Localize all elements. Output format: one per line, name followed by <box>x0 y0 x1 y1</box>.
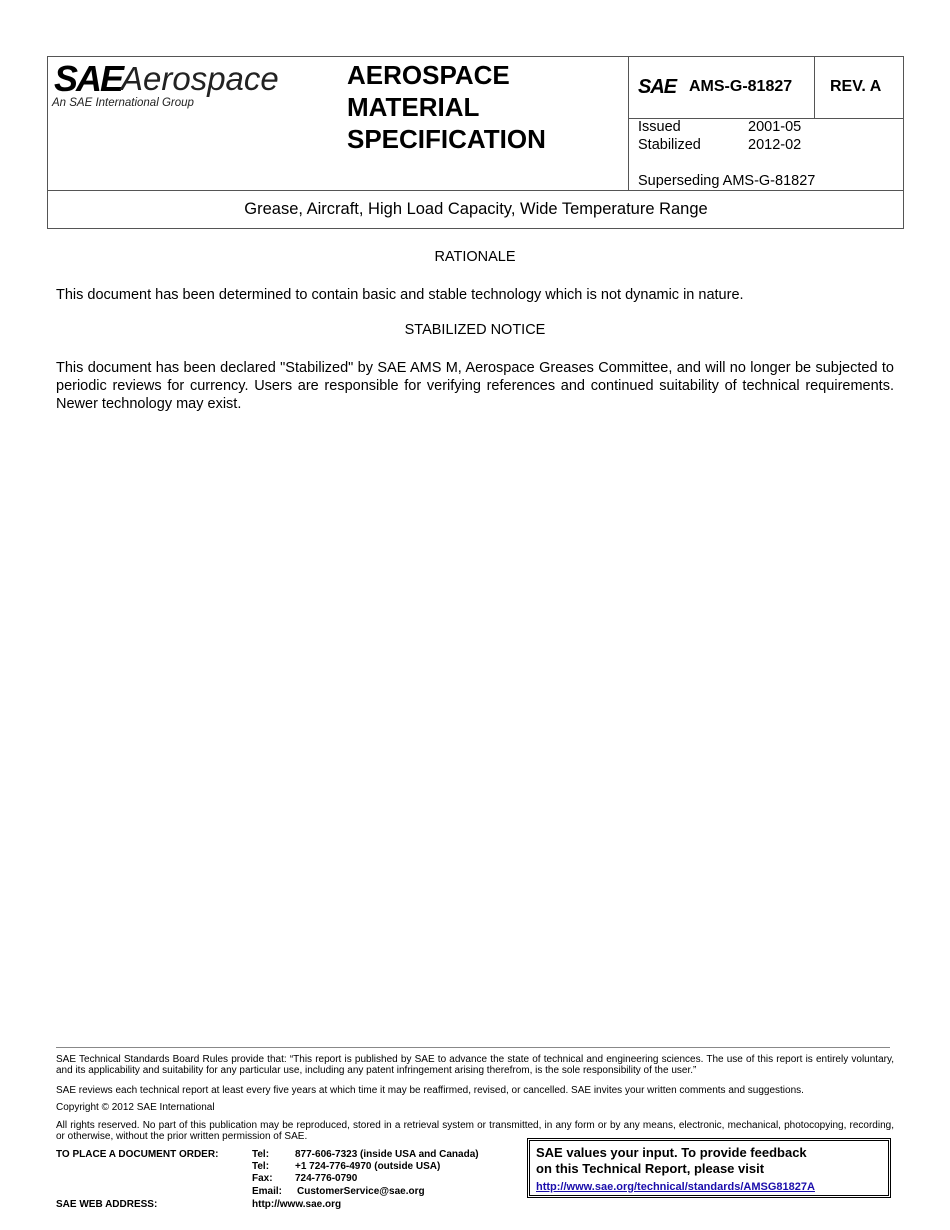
document-number: AMS-G-81827 <box>689 78 793 95</box>
contact-value: +1 724-776-4970 (outside USA) <box>295 1161 441 1172</box>
header-box <box>47 56 904 229</box>
feedback-box <box>527 1138 891 1198</box>
sae-mini-logo: SAE <box>638 76 677 98</box>
stabilized-notice-heading: STABILIZED NOTICE <box>404 322 546 338</box>
logo-subtitle: An SAE International Group <box>52 97 194 109</box>
divider <box>814 57 815 118</box>
divider <box>628 57 629 191</box>
board-rules-text: SAE Technical Standards Board Rules provide that: “This report is published by SAE to advance the state of technical and engineering sciences. The use of this report is entirely voluntary, and its applicability and suitability for any particular use, including any patent infringement arising therefrom, is the sole responsibility of the user.” <box>56 1054 894 1076</box>
email-link[interactable]: CustomerService@sae.org <box>297 1186 425 1197</box>
order-label: TO PLACE A DOCUMENT ORDER: <box>56 1149 219 1160</box>
rights-notice: All rights reserved. No part of this publication may be reproduced, stored in a retrieval system or transmitted, in any form or by any means, electronic, mechanical, photocopying, recording, or otherwise, without the prior written permission of SAE. <box>56 1120 894 1142</box>
copyright-notice: Copyright © 2012 SAE International <box>56 1102 215 1113</box>
issued-value: 2001-05 <box>748 119 802 135</box>
contact-value: 877-606-7323 (inside USA and Canada) <box>295 1149 479 1160</box>
rationale-heading: RATIONALE <box>434 249 516 265</box>
feedback-link[interactable]: http://www.sae.org/technical/standards/AMSG81827A <box>536 1181 815 1193</box>
revision-label: REV. A <box>830 78 882 95</box>
web-address-link[interactable]: http://www.sae.org <box>252 1199 342 1210</box>
sae-logo-mark: SAE <box>54 58 123 99</box>
aerospace-logo-word: Aerospace <box>121 60 279 97</box>
contact-key: Tel: <box>252 1161 270 1172</box>
stabilized-label: Stabilized <box>638 137 701 153</box>
contact-key: Fax: <box>252 1173 273 1184</box>
document-title: Grease, Aircraft, High Load Capacity, Wide Temperature Range <box>244 200 708 218</box>
superseding-note: Superseding AMS-G-81827 <box>638 173 816 189</box>
contact-key: Tel: <box>252 1149 270 1160</box>
web-address-label: SAE WEB ADDRESS: <box>56 1199 158 1210</box>
footer-divider <box>56 1047 890 1048</box>
feedback-text: on this Technical Report, please visit <box>536 1161 765 1176</box>
divider <box>48 190 904 191</box>
document-type <box>347 59 546 155</box>
doc-type-line: SPECIFICATION <box>347 124 546 154</box>
stabilized-notice-text: This document has been declared "Stabilized" by SAE AMS M, Aerospace Greases Committee, and will no longer be subjected to periodic reviews for currency. Users are responsible for verifying references and continued suitability of technical requirements. Newer technology may exist. <box>56 360 894 412</box>
doc-type-line: AEROSPACE <box>347 60 510 90</box>
feedback-text: SAE values your input. To provide feedback <box>536 1145 807 1160</box>
contact-value: 724-776-0790 <box>295 1173 358 1184</box>
review-note: SAE reviews each technical report at least every five years at which time it may be reaffirmed, revised, or cancelled. SAE invites your written comments and suggestions. <box>56 1085 804 1096</box>
issued-label: Issued <box>638 119 681 135</box>
contact-key: Email: <box>252 1186 283 1197</box>
doc-type-line: MATERIAL <box>347 92 480 122</box>
rationale-text: This document has been determined to contain basic and stable technology which is not dynamic in nature. <box>56 287 744 303</box>
stabilized-value: 2012-02 <box>748 137 802 153</box>
